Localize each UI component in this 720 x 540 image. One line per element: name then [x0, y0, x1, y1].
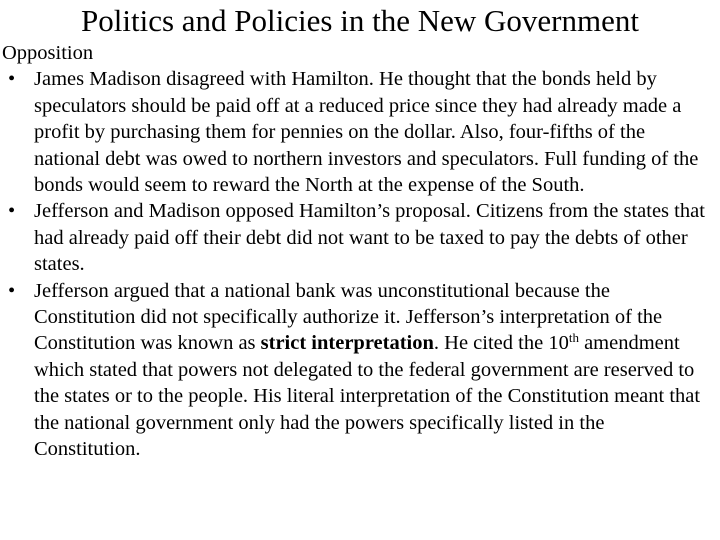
bullet-item-national-bank	[0, 278, 716, 463]
section-heading: Opposition	[2, 42, 94, 64]
slide-title: Politics and Policies in the New Government	[81, 3, 639, 38]
bullet-item-madison	[0, 66, 716, 198]
bullet-icon: •	[8, 279, 16, 302]
bullet-text-part: . He cited the	[433, 332, 549, 355]
bullet-text: Jefferson and Madison opposed Hamilton’s proposal. Citizens from the states that had already paid off their debt did not want to be taxed to pay the debts of other states.	[34, 200, 705, 276]
bullet-icon: •	[8, 68, 16, 91]
bullet-text-part: Jefferson argued that a national bank was unconstitutional because the Constitution did not specifically authorize it. Jefferson’s interpretation of the Constitution was known as	[34, 279, 663, 355]
ordinal-number: 10	[548, 332, 569, 355]
slide-body	[0, 40, 716, 463]
bullet-text: James Madison disagreed with Hamilton. He thought that the bonds held by speculators should be paid off at a reduced price since they had already made a profit by purchasing them for pennies on the dollar. Also, four-fifths of the national debt was owed to northern investors and speculators. Full funding of the bonds would seem to reward the North at the expense of the South.	[34, 68, 699, 197]
bullet-item-jefferson-madison	[0, 198, 716, 277]
bullet-list	[0, 66, 716, 462]
ordinal-suffix: th	[568, 330, 579, 346]
bullet-text-part: amendment which stated that powers not delegated to the federal government are reserved to the states or to the people. His literal interpretation of the Constitution meant that the national government only had the powers specifically listed in the Constitution.	[34, 332, 701, 461]
bold-term: strict interpretation	[260, 332, 434, 355]
bullet-icon: •	[8, 200, 16, 223]
